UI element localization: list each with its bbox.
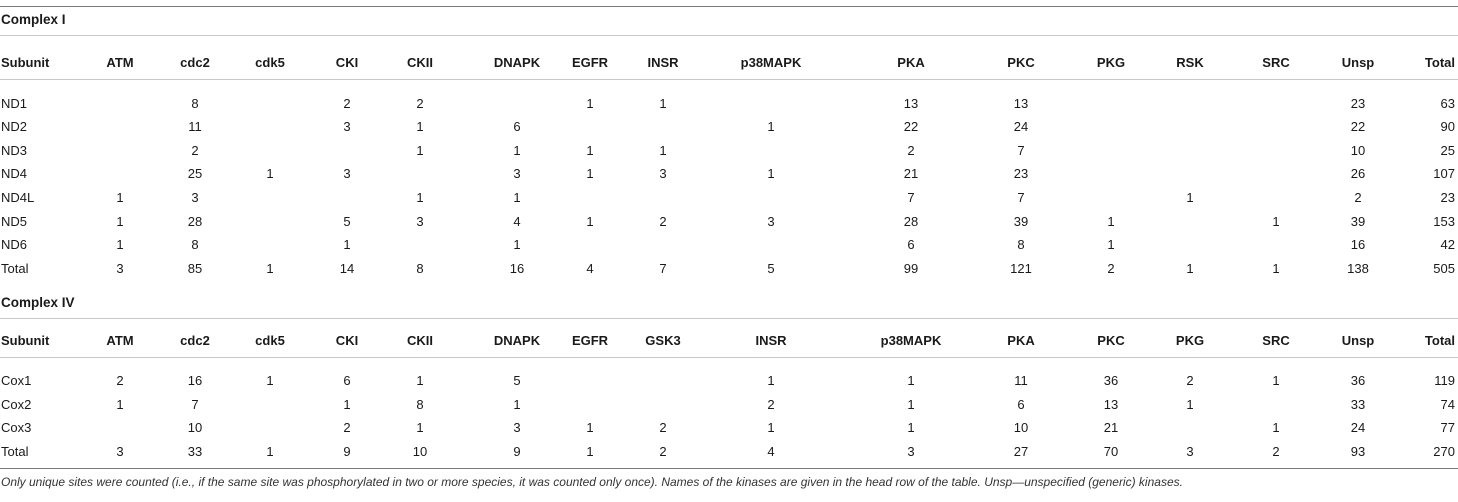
complex-i-title: Complex I bbox=[1, 12, 66, 27]
table-cell: 153 bbox=[1433, 214, 1455, 229]
table-cell: 23 bbox=[1440, 190, 1455, 205]
table-cell: 3 bbox=[513, 420, 521, 435]
table-cell: 3 bbox=[191, 190, 199, 205]
table-cell: 25 bbox=[1440, 143, 1455, 158]
table-cell: 25 bbox=[187, 166, 203, 181]
table-cell: 2 bbox=[659, 214, 667, 229]
table-cell: 3 bbox=[116, 261, 124, 276]
table-cell: 9 bbox=[343, 444, 351, 459]
column-header: SRC bbox=[1262, 55, 1290, 70]
table-cell: 2 bbox=[659, 444, 667, 459]
table-cell: 1 bbox=[1272, 214, 1280, 229]
table-cell: 1 bbox=[659, 143, 667, 158]
table-cell: 1 bbox=[513, 190, 521, 205]
table-cell: 23 bbox=[1013, 166, 1029, 181]
table-row bbox=[0, 166, 1458, 182]
table-cell: 121 bbox=[1010, 261, 1032, 276]
table-cell: 1 bbox=[659, 96, 667, 111]
table-cell: 505 bbox=[1433, 261, 1455, 276]
table-cell: 7 bbox=[659, 261, 667, 276]
table-cell: 3 bbox=[116, 444, 124, 459]
column-header: PKG bbox=[1096, 55, 1126, 70]
column-header: p38MAPK bbox=[740, 55, 802, 70]
table-cell: 2 bbox=[116, 373, 124, 388]
table-cell: 1 bbox=[266, 373, 274, 388]
column-header: CKII bbox=[407, 333, 433, 348]
table-cell: 2 bbox=[1272, 444, 1280, 459]
row-label: Cox2 bbox=[1, 397, 32, 412]
table-cell: 4 bbox=[586, 261, 594, 276]
table-cell: 4 bbox=[513, 214, 521, 229]
table-cell: 8 bbox=[1017, 237, 1025, 252]
table-cell: 1 bbox=[416, 143, 424, 158]
table-cell: 23 bbox=[1350, 96, 1366, 111]
table-cell: 42 bbox=[1440, 237, 1455, 252]
row-label: ND4 bbox=[1, 166, 28, 181]
table-cell: 16 bbox=[1350, 237, 1366, 252]
table-cell: 1 bbox=[586, 143, 594, 158]
table-cell: 119 bbox=[1434, 373, 1455, 388]
column-header: INSR bbox=[755, 333, 787, 348]
table-cell: 2 bbox=[343, 96, 351, 111]
column-header: CKI bbox=[335, 333, 359, 348]
column-header: GSK3 bbox=[645, 333, 681, 348]
table-cell: 1 bbox=[586, 166, 594, 181]
table-cell: 77 bbox=[1440, 420, 1455, 435]
table-cell: 1 bbox=[767, 119, 775, 134]
table-row bbox=[0, 119, 1458, 135]
table-cell: 8 bbox=[191, 96, 199, 111]
header-rule bbox=[0, 79, 1458, 80]
column-header: CKI bbox=[335, 55, 359, 70]
table-cell: 8 bbox=[191, 237, 199, 252]
table-cell: 7 bbox=[907, 190, 915, 205]
table-cell: 2 bbox=[1107, 261, 1115, 276]
table-cell: 1 bbox=[266, 261, 274, 276]
table-cell: 7 bbox=[1017, 143, 1025, 158]
table-cell: 6 bbox=[907, 237, 915, 252]
table-cell: 36 bbox=[1350, 373, 1366, 388]
table-cell: 1 bbox=[907, 420, 915, 435]
table-cell: 39 bbox=[1350, 214, 1366, 229]
table-cell: 2 bbox=[767, 397, 775, 412]
table-cell: 1 bbox=[586, 214, 594, 229]
table-cell: 10 bbox=[187, 420, 203, 435]
column-header: cdk5 bbox=[255, 333, 285, 348]
table-cell: 2 bbox=[191, 143, 199, 158]
table-cell: 6 bbox=[1017, 397, 1025, 412]
table-cell: 3 bbox=[659, 166, 667, 181]
table-cell: 27 bbox=[1013, 444, 1029, 459]
table-cell: 1 bbox=[907, 397, 915, 412]
table-cell: 13 bbox=[1103, 397, 1119, 412]
table-cell: 6 bbox=[343, 373, 351, 388]
table-cell: 1 bbox=[907, 373, 915, 388]
table-cell: 39 bbox=[1013, 214, 1029, 229]
table-row bbox=[0, 237, 1458, 253]
table-cell: 24 bbox=[1350, 420, 1366, 435]
table-cell: 1 bbox=[416, 119, 424, 134]
table-cell: 33 bbox=[187, 444, 203, 459]
table-cell: 5 bbox=[513, 373, 521, 388]
table-cell: 3 bbox=[767, 214, 775, 229]
column-header: CKII bbox=[407, 55, 433, 70]
table-cell: 28 bbox=[187, 214, 203, 229]
table-cell: 1 bbox=[1107, 214, 1115, 229]
table-cell: 1 bbox=[266, 444, 274, 459]
table-cell: 36 bbox=[1103, 373, 1119, 388]
table-cell: 1 bbox=[343, 397, 351, 412]
column-header: Unsp bbox=[1341, 333, 1375, 348]
complex-i-title-rule bbox=[0, 35, 1458, 36]
table-header-row bbox=[0, 333, 1458, 349]
column-header: SRC bbox=[1262, 333, 1290, 348]
column-header: p38MAPK bbox=[880, 333, 942, 348]
table-cell: 13 bbox=[903, 96, 919, 111]
table-cell: 74 bbox=[1440, 397, 1455, 412]
table-cell: 26 bbox=[1350, 166, 1366, 181]
table-cell: 1 bbox=[767, 420, 775, 435]
column-header: PKA bbox=[897, 55, 925, 70]
table-cell: 3 bbox=[343, 166, 351, 181]
table-cell: 21 bbox=[1103, 420, 1119, 435]
table-cell: 8 bbox=[416, 397, 424, 412]
column-header: Subunit bbox=[1, 55, 50, 70]
table-cell: 1 bbox=[266, 166, 274, 181]
table-cell: 1 bbox=[343, 237, 351, 252]
row-label: Total bbox=[1, 261, 29, 276]
table-cell: 24 bbox=[1013, 119, 1029, 134]
column-header: PKC bbox=[1097, 333, 1125, 348]
table-cell: 1 bbox=[1272, 261, 1280, 276]
column-header: DNAPK bbox=[493, 333, 541, 348]
table-cell: 14 bbox=[339, 261, 355, 276]
table-cell: 21 bbox=[903, 166, 919, 181]
table-cell: 1 bbox=[1272, 373, 1280, 388]
column-header: PKA bbox=[1007, 333, 1035, 348]
table-cell: 5 bbox=[767, 261, 775, 276]
row-label: ND6 bbox=[1, 237, 28, 252]
table-cell: 90 bbox=[1440, 119, 1455, 134]
table-row bbox=[0, 397, 1458, 413]
table-cell: 10 bbox=[1350, 143, 1366, 158]
table-cell: 270 bbox=[1433, 444, 1455, 459]
table-row bbox=[0, 96, 1458, 112]
table-row bbox=[0, 444, 1458, 460]
row-label: Total bbox=[1, 444, 29, 459]
column-header: INSR bbox=[647, 55, 679, 70]
column-header: RSK bbox=[1176, 55, 1204, 70]
table-cell: 1 bbox=[513, 397, 521, 412]
table-cell: 13 bbox=[1013, 96, 1029, 111]
table-row bbox=[0, 190, 1458, 206]
column-header: cdc2 bbox=[180, 55, 210, 70]
column-header: EGFR bbox=[571, 55, 609, 70]
table-cell: 1 bbox=[513, 143, 521, 158]
table-cell: 1 bbox=[1107, 237, 1115, 252]
column-header: EGFR bbox=[571, 333, 609, 348]
table-cell: 6 bbox=[513, 119, 521, 134]
table-cell: 1 bbox=[1186, 397, 1194, 412]
table-cell: 4 bbox=[767, 444, 775, 459]
table-cell: 2 bbox=[659, 420, 667, 435]
table-cell: 1 bbox=[416, 373, 424, 388]
table-footnote: Only unique sites were counted (i.e., if the same site was phosphorylated in two or more species, it was counted only once). Names of the kinases are given in the head row of the table. Unsp—unspecified (generic) kinases. bbox=[1, 475, 1183, 489]
table-cell: 16 bbox=[509, 261, 525, 276]
table-cell: 1 bbox=[416, 420, 424, 435]
table-cell: 1 bbox=[116, 397, 124, 412]
complex-iv-title-rule bbox=[0, 318, 1458, 319]
table-row bbox=[0, 143, 1458, 159]
table-cell: 9 bbox=[513, 444, 521, 459]
column-header: Total bbox=[1424, 55, 1455, 70]
complex-iv-title: Complex IV bbox=[1, 295, 75, 310]
table-cell: 1 bbox=[767, 373, 775, 388]
column-header: PKG bbox=[1175, 333, 1205, 348]
table-cell: 1 bbox=[513, 237, 521, 252]
table-cell: 1 bbox=[1272, 420, 1280, 435]
table-cell: 5 bbox=[343, 214, 351, 229]
table-header-row bbox=[0, 55, 1458, 71]
table-cell: 7 bbox=[191, 397, 199, 412]
table-cell: 1 bbox=[586, 420, 594, 435]
column-header: ATM bbox=[106, 55, 134, 70]
table-cell: 11 bbox=[1014, 373, 1028, 388]
row-label: Cox3 bbox=[1, 420, 32, 435]
table-cell: 3 bbox=[907, 444, 915, 459]
column-header: Unsp bbox=[1341, 55, 1375, 70]
table-cell: 10 bbox=[1013, 420, 1029, 435]
table-cell: 22 bbox=[903, 119, 919, 134]
table-cell: 1 bbox=[1186, 190, 1194, 205]
table-row bbox=[0, 420, 1458, 436]
table-cell: 3 bbox=[513, 166, 521, 181]
table-cell: 1 bbox=[416, 190, 424, 205]
row-label: ND5 bbox=[1, 214, 28, 229]
table-cell: 1 bbox=[767, 166, 775, 181]
table-cell: 1 bbox=[1186, 261, 1194, 276]
table-cell: 8 bbox=[416, 261, 424, 276]
table-cell: 3 bbox=[343, 119, 351, 134]
table-cell: 2 bbox=[907, 143, 915, 158]
column-header: PKC bbox=[1007, 55, 1035, 70]
table-cell: 22 bbox=[1350, 119, 1366, 134]
table-cell: 1 bbox=[116, 237, 124, 252]
row-label: ND1 bbox=[1, 96, 28, 111]
column-header: cdk5 bbox=[255, 55, 285, 70]
table-cell: 3 bbox=[1186, 444, 1194, 459]
table-cell: 99 bbox=[903, 261, 919, 276]
table-cell: 1 bbox=[586, 96, 594, 111]
table-cell: 70 bbox=[1103, 444, 1119, 459]
table-cell: 2 bbox=[1354, 190, 1362, 205]
table-cell: 33 bbox=[1350, 397, 1366, 412]
table-cell: 2 bbox=[416, 96, 424, 111]
table-cell: 63 bbox=[1440, 96, 1455, 111]
column-header: Subunit bbox=[1, 333, 50, 348]
table-cell: 1 bbox=[586, 444, 594, 459]
table-cell: 1 bbox=[116, 214, 124, 229]
table-cell: 85 bbox=[187, 261, 203, 276]
table-cell: 107 bbox=[1433, 166, 1455, 181]
table-cell: 2 bbox=[1186, 373, 1194, 388]
table-cell: 7 bbox=[1017, 190, 1025, 205]
column-header: ATM bbox=[106, 333, 134, 348]
row-label: ND2 bbox=[1, 119, 28, 134]
table-row bbox=[0, 214, 1458, 230]
table-cell: 93 bbox=[1350, 444, 1366, 459]
top-rule bbox=[0, 6, 1458, 7]
table-cell: 28 bbox=[903, 214, 919, 229]
header-rule bbox=[0, 357, 1458, 358]
column-header: Total bbox=[1424, 333, 1455, 348]
table-cell: 10 bbox=[412, 444, 428, 459]
column-header: DNAPK bbox=[493, 55, 541, 70]
table-row bbox=[0, 261, 1458, 277]
row-label: ND3 bbox=[1, 143, 28, 158]
table-row bbox=[0, 373, 1458, 389]
bottom-rule bbox=[0, 468, 1458, 469]
table-cell: 1 bbox=[116, 190, 124, 205]
table-cell: 2 bbox=[343, 420, 351, 435]
column-header: cdc2 bbox=[180, 333, 210, 348]
table-cell: 3 bbox=[416, 214, 424, 229]
table-cell: 11 bbox=[188, 119, 202, 134]
table-cell: 138 bbox=[1347, 261, 1369, 276]
row-label: ND4L bbox=[1, 190, 35, 205]
table-cell: 16 bbox=[187, 373, 203, 388]
row-label: Cox1 bbox=[1, 373, 32, 388]
